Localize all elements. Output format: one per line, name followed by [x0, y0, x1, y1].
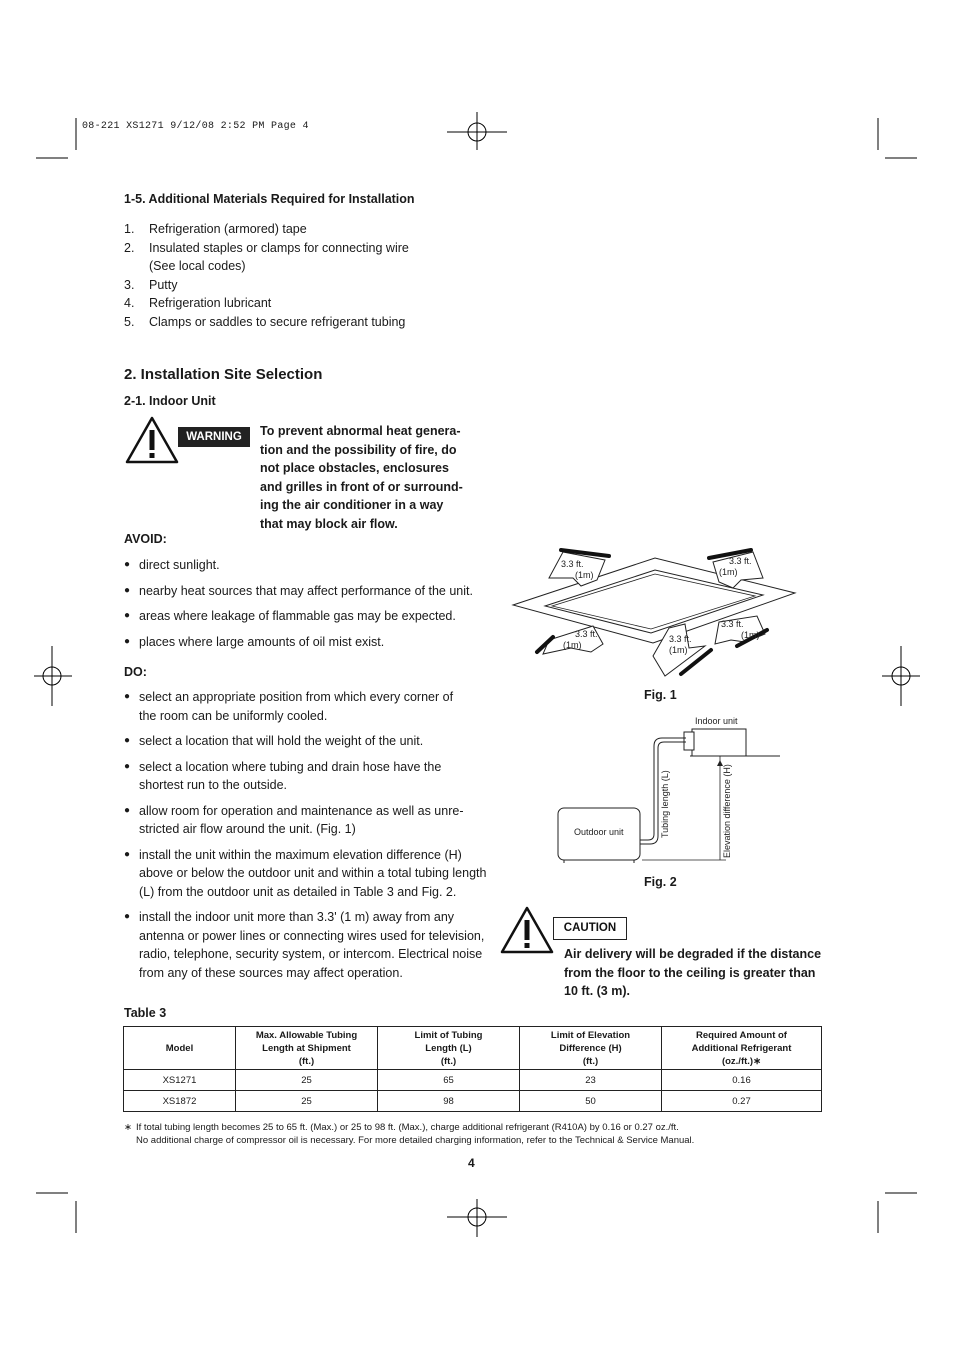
column-header-max-tubing: Max. Allowable Tubing Length at Shipment (ft.): [236, 1027, 378, 1070]
list-item: ● install the unit within the maximum elevation difference (H) above or below the outdoor unit and within a total tubing length (L) from the outdoor unit as detailed in Table 3 and Fig. 2.: [124, 847, 487, 899]
table-cell: 0.16: [662, 1070, 822, 1091]
list-item: ● select a location where tubing and drain hose have the shortest run to the outside.: [124, 759, 442, 792]
indoor-unit-label: Indoor unit: [695, 716, 738, 726]
clearance-label-ft: 3.3 ft.: [575, 629, 598, 639]
list-item: 2. Insulated staples or clamps for connecting wire (See local codes): [124, 240, 409, 273]
list-item: ● select a location that will hold the weight of the unit.: [124, 734, 424, 748]
column-header-tubing-limit: Limit of Tubing Length (L) (ft.): [378, 1027, 520, 1070]
table-footnote: ∗ If total tubing length becomes 25 to 65 ft. (Max.) or 25 to 98 ft. (Max.), charge additional refrigerant (R410A) by 0.16 or 0.27 oz./ft. No additional charge of compressor oil is necessary. For more detailed charging information, refer to the Technical & Service Manual.: [124, 1122, 695, 1146]
clearance-label-ft: 3.3 ft.: [729, 556, 752, 566]
table-header-row: [124, 1027, 822, 1070]
clearance-label-m: (1m): [741, 630, 760, 640]
table-3: [123, 1026, 822, 1112]
clearance-label-ft: 3.3 ft.: [669, 634, 692, 644]
sub-heading-indoor-unit: 2-1. Indoor Unit: [124, 394, 216, 408]
clearance-label-ft: 3.3 ft.: [561, 559, 584, 569]
table-cell: 25: [236, 1070, 378, 1091]
table-cell: 25: [236, 1091, 378, 1112]
tubing-length-label: Tubing length (L): [660, 770, 670, 838]
table-cell: 23: [520, 1070, 662, 1091]
table-cell: 0.27: [662, 1091, 822, 1112]
table-cell: XS1271: [124, 1070, 236, 1091]
column-header-refrigerant: Required Amount of Additional Refrigerant (oz./ft.)∗: [662, 1027, 822, 1070]
list-item: ● nearby heat sources that may affect performance of the unit.: [124, 583, 473, 598]
print-slug: 08-221 XS1271 9/12/08 2:52 PM Page 4: [82, 121, 309, 132]
clearance-label-ft: 3.3 ft.: [721, 619, 744, 629]
warning-triangle-icon: [124, 415, 180, 465]
materials-list: [124, 220, 464, 331]
table-row: [124, 1091, 822, 1112]
elevation-difference-label: Elevation difference (H): [722, 764, 732, 858]
list-item: 5. Clamps or saddles to secure refrigerant tubing: [124, 314, 406, 329]
list-item: ● allow room for operation and maintenance as well as unre- stricted air flow around the unit. (Fig. 1): [124, 803, 464, 836]
warning-label: WARNING: [178, 427, 250, 447]
avoid-heading: AVOID:: [124, 532, 167, 546]
column-header-model: Model: [124, 1027, 236, 1070]
table-cell: 98: [378, 1091, 520, 1112]
list-item: 3. Putty: [124, 277, 178, 292]
warning-text: To prevent abnormal heat genera- tion and the possibility of fire, do not place obstacles, enclosures and grilles in front of or surround- ing the air conditioner in a way that may block air flow.: [260, 424, 463, 531]
caution-triangle-icon: [499, 905, 555, 955]
avoid-list: [124, 556, 504, 658]
clearance-label-m: (1m): [563, 640, 582, 650]
clearance-label-m: (1m): [669, 645, 688, 655]
fig2-caption: Fig. 2: [644, 875, 677, 889]
section-heading-2: 2. Installation Site Selection: [124, 366, 323, 383]
list-item: ● install the indoor unit more than 3.3' (1 m) away from any antenna or power lines or connecting wires used for television, radio, telephone, security system, or intercom. Electrical noise from any of these sources may affect operation.: [124, 910, 485, 980]
caution-label: CAUTION: [553, 917, 627, 940]
list-item: ● places where large amounts of oil mist exist.: [124, 634, 385, 649]
column-header-elevation-limit: Limit of Elevation Difference (H) (ft.): [520, 1027, 662, 1070]
fig1-clearance-diagram: [505, 540, 805, 685]
list-item: ● direct sunlight.: [124, 558, 220, 572]
do-list: [124, 688, 504, 989]
list-item: ● areas where leakage of flammable gas may be expected.: [124, 609, 456, 623]
table-cell: 50: [520, 1091, 662, 1112]
list-item: 4. Refrigeration lubricant: [124, 296, 272, 310]
table-cell: 65: [378, 1070, 520, 1091]
table-cell: XS1872: [124, 1091, 236, 1112]
list-item: 1. Refrigeration (armored) tape: [124, 222, 307, 236]
do-heading: DO:: [124, 665, 147, 679]
list-item: ● select an appropriate position from which every corner of the room can be uniformly cooled.: [124, 690, 454, 723]
fig1-caption: Fig. 1: [644, 688, 677, 702]
table-title: Table 3: [124, 1006, 167, 1020]
clearance-label-m: (1m): [575, 570, 594, 580]
clearance-label-m: (1m): [719, 567, 738, 577]
section-heading-1-5: 1-5. Additional Materials Required for Installation: [124, 192, 415, 206]
outdoor-unit-label: Outdoor unit: [574, 827, 624, 837]
page-number: 4: [468, 1156, 475, 1170]
caution-text: Air delivery will be degraded if the distance from the floor to the ceiling is greater than 10 ft. (3 m).: [564, 947, 822, 998]
table-row: [124, 1070, 822, 1091]
fig2-elevation-diagram: [550, 712, 790, 867]
